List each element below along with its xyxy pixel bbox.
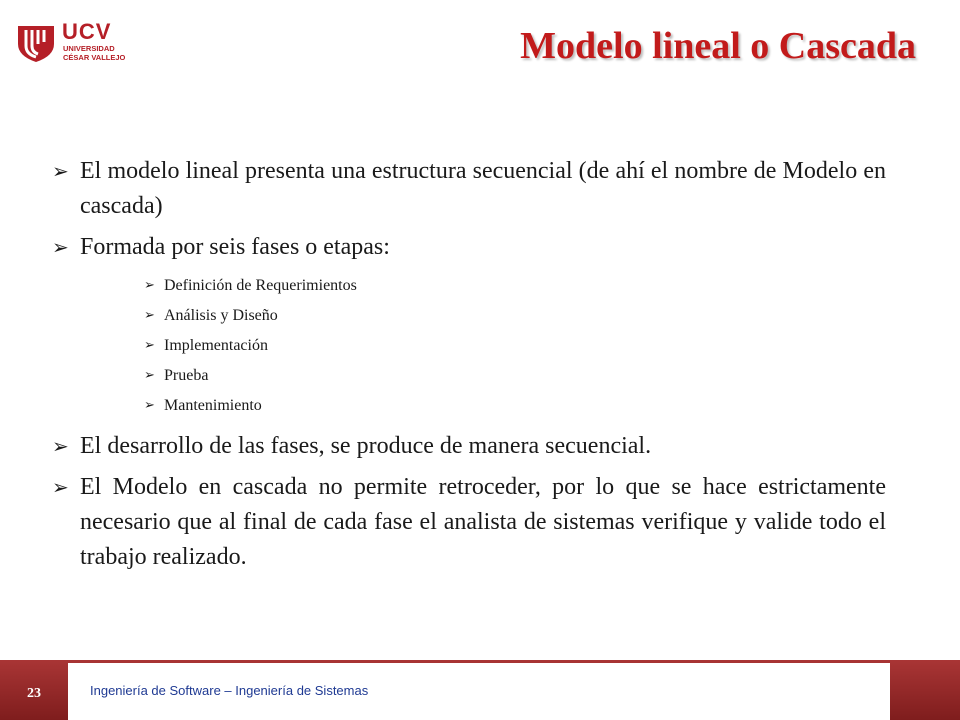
bullet-text: Formada por seis fases o etapas: xyxy=(80,234,390,260)
phase-item xyxy=(144,391,886,421)
phase-item xyxy=(144,301,886,331)
arrow-bullet-icon: ➢ xyxy=(144,368,155,383)
phase-text: Mantenimiento xyxy=(164,397,262,414)
bullet-item xyxy=(52,154,886,224)
bullet-item xyxy=(52,230,886,265)
logo-name: UCV xyxy=(62,19,112,44)
ucv-shield-icon xyxy=(16,22,56,62)
phases-list xyxy=(52,271,886,421)
university-logo xyxy=(16,19,146,66)
arrow-bullet-icon: ➢ xyxy=(52,475,69,499)
phase-text: Implementación xyxy=(164,337,268,354)
footer-text: Ingeniería de Software – Ingeniería de Sistemas xyxy=(90,683,369,698)
arrow-bullet-icon: ➢ xyxy=(144,398,155,413)
arrow-bullet-icon: ➢ xyxy=(52,235,69,259)
footer-panel xyxy=(68,663,890,720)
arrow-bullet-icon: ➢ xyxy=(52,434,69,458)
phase-item xyxy=(144,271,886,301)
phase-text: Prueba xyxy=(164,367,209,384)
bullet-text: El modelo lineal presenta una estructura secuencial (de ahí el nombre de Modelo en cascada) xyxy=(80,158,886,219)
arrow-bullet-icon: ➢ xyxy=(144,278,155,293)
arrow-bullet-icon: ➢ xyxy=(144,338,155,353)
phase-text: Análisis y Diseño xyxy=(164,307,278,324)
phase-text: Definición de Requerimientos xyxy=(164,277,357,294)
bullet-item xyxy=(52,429,886,464)
arrow-bullet-icon: ➢ xyxy=(52,159,69,183)
phase-item xyxy=(144,331,886,361)
slide-content xyxy=(52,154,886,581)
slide-title: Modelo lineal o Cascada xyxy=(520,25,916,67)
bullet-text: El Modelo en cascada no permite retroceder, por lo que se hace estrictamente necesario que al final de cada fase el analista de sistemas verifique y valide todo el trabajo realizado. xyxy=(80,474,886,570)
page-number: 23 xyxy=(27,686,41,701)
bullet-item xyxy=(52,470,886,575)
phase-item xyxy=(144,361,886,391)
arrow-bullet-icon: ➢ xyxy=(144,308,155,323)
logo-subtitle: UNIVERSIDAD CÉSAR VALLEJO xyxy=(63,44,126,62)
bullet-text: El desarrollo de las fases, se produce de manera secuencial. xyxy=(80,433,652,459)
